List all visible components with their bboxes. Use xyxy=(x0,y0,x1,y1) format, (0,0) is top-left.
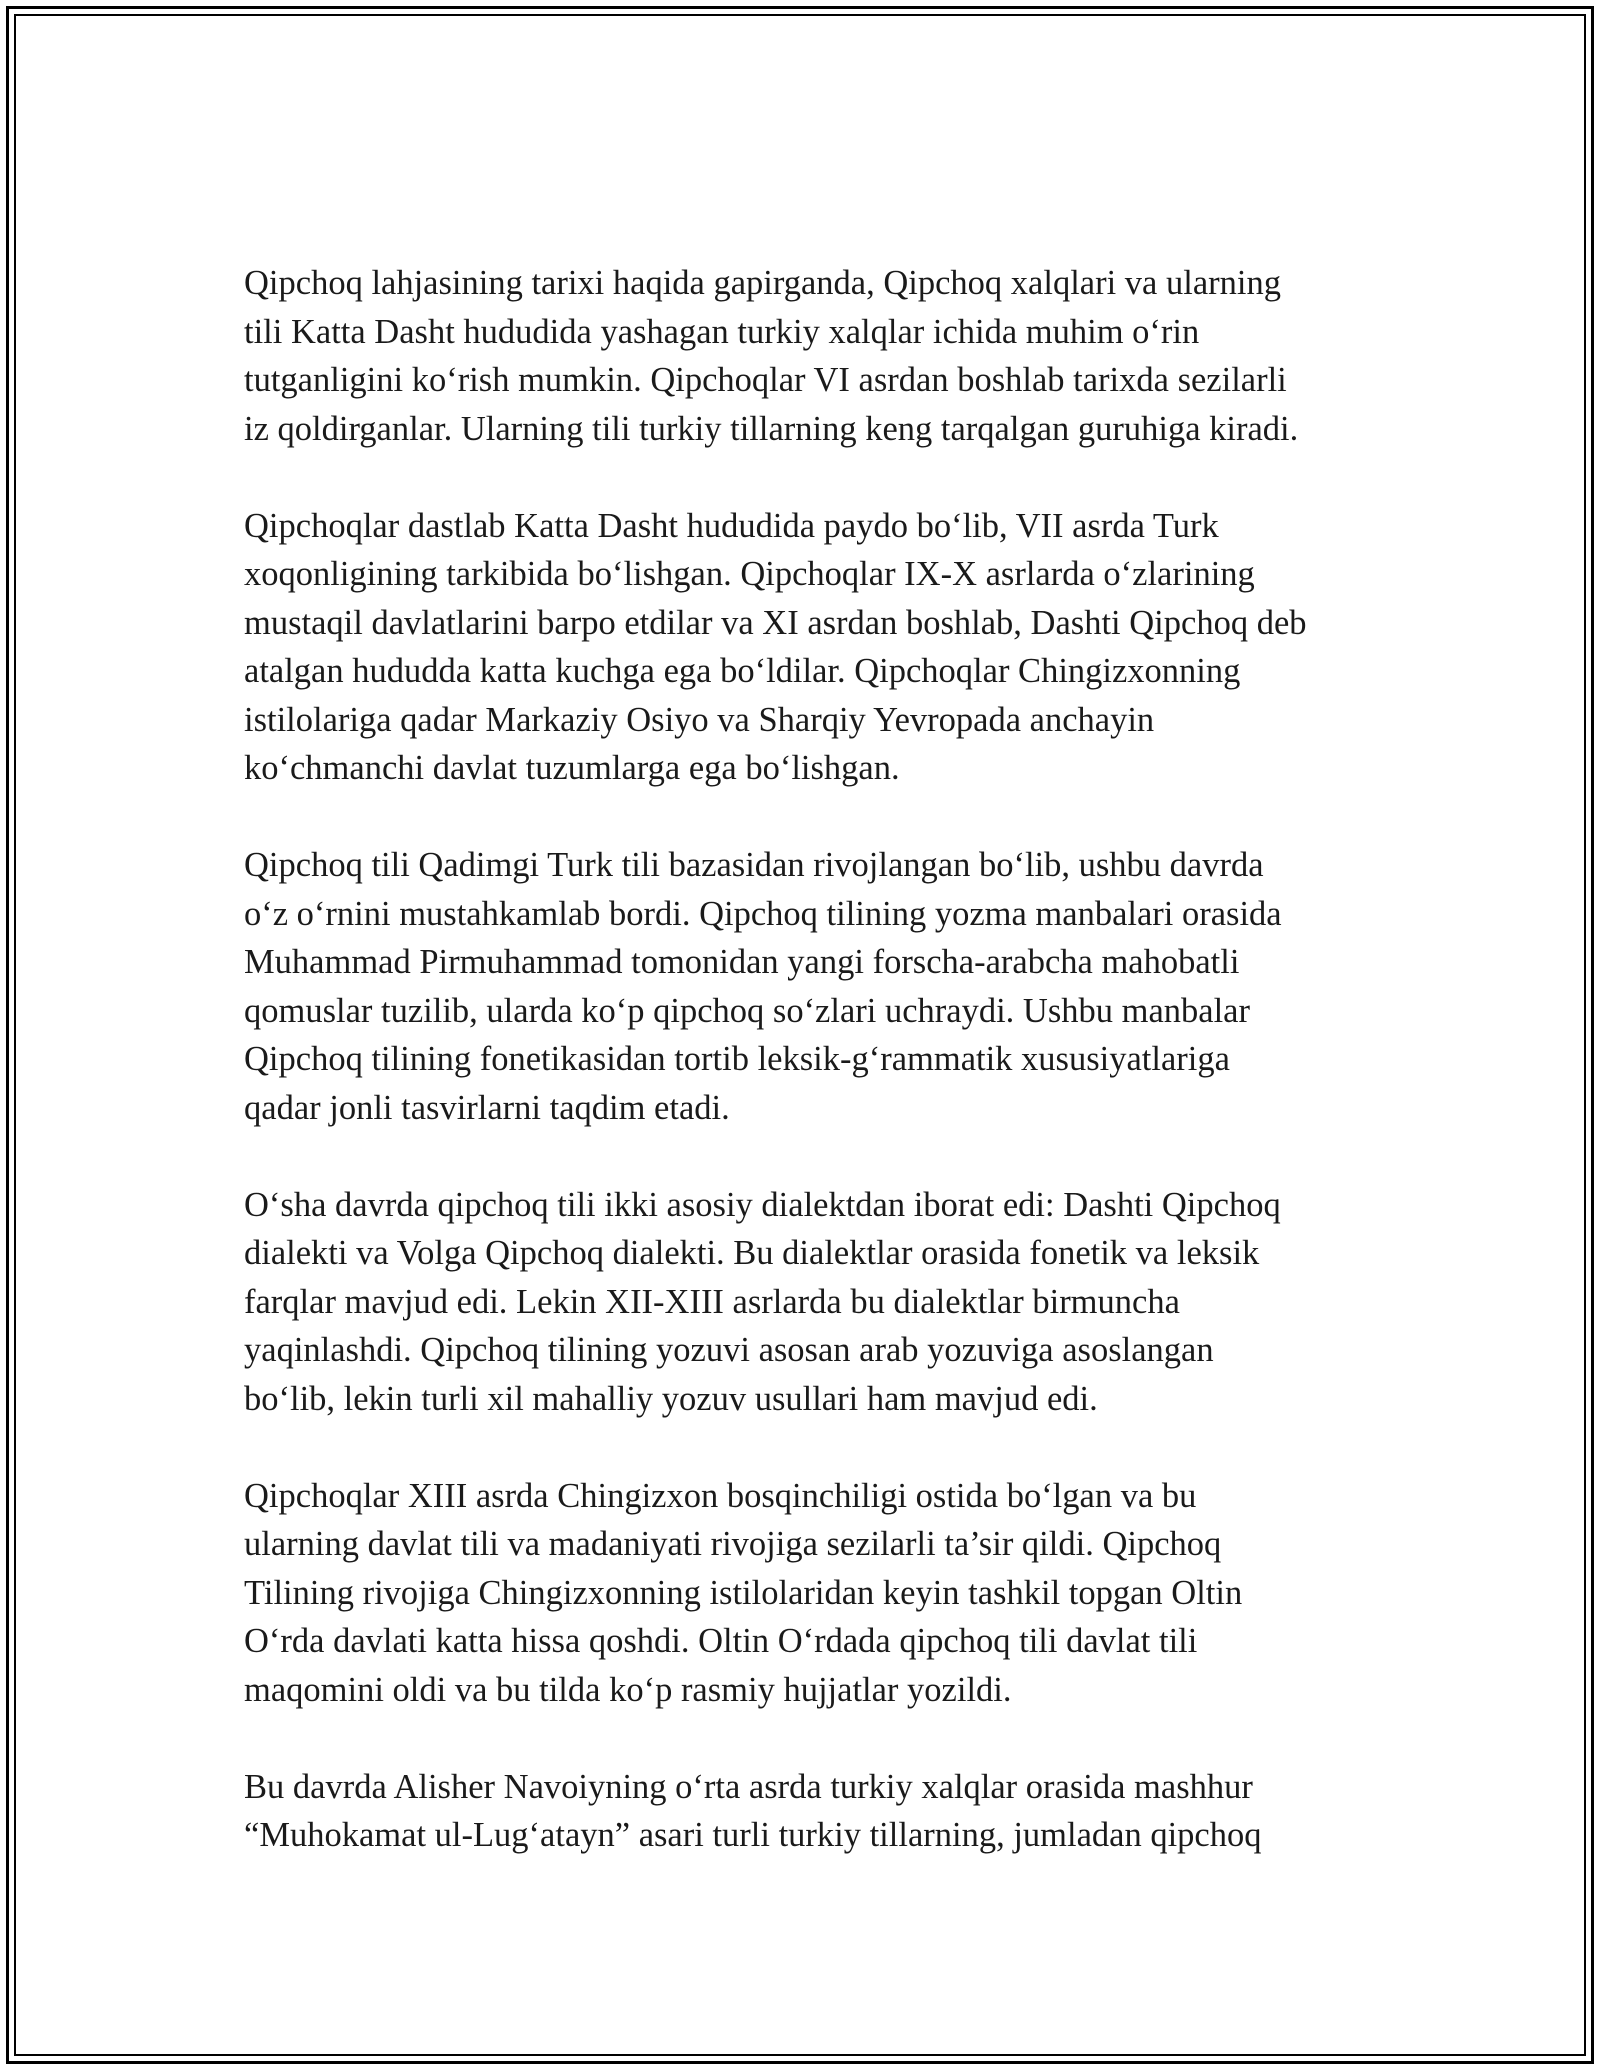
paragraph-6: Bu davrda Alisher Navoiyning o‘rta asrda turkiy xalqlar orasida mashhur “Muhokamat ul-Lug‘atayn” asari turli turkiy tillarning, jumladan qipchoq xyxy=(244,1767,1262,1854)
paragraph-5: Qipchoqlar XIII asrda Chingizxon bosqinchiligi ostida bo‘lgan va bu ularning davlat tili va madaniyati rivojiga sezilarli ta’sir qildi. Qipchoq Tilining rivojiga Chingizxonning istilolaridan keyin tashkil topgan Oltin O‘rda davlati katta hissa qoshdi. Oltin O‘rdada qipchoq tili davlat tili maqomini oldi va bu tilda ko‘p rasmiy hujjatlar yozildi. xyxy=(244,1476,1243,1709)
paragraph-2: Qipchoqlar dastlab Katta Dasht hududida paydo bo‘lib, VII asrda Turk xoqonligining tarkibida bo‘lishgan. Qipchoqlar IX-X asrlarda o‘zlarining mustaqil davlatlarini barpo etdilar va XI asrdan boshlab, Dashti Qipchoq deb atalgan hududda katta kuchga ega bo‘ldilar. Qipchoqlar Chingizxonning istilolariga qadar Markaziy Osiyo va Sharqiy Yevropada anchayin ko‘chmanchi davlat tuzumlarga ega bo‘lishgan. xyxy=(244,506,1307,787)
document-page xyxy=(6,6,1594,2064)
paragraph-1: Qipchoq lahjasining tarixi haqida gapirganda, Qipchoq xalqlari va ularning tili Katta Dasht hududida yashagan turkiy xalqlar ichida muhim o‘rin tutganligini ko‘rish mumkin. Qipchoqlar VI asrdan boshlab tarixda sezilarli iz qoldirganlar. Ularning tili turkiy tillarning keng tarqalgan guruhiga kiradi. xyxy=(244,264,1299,448)
paragraph-3: Qipchoq tili Qadimgi Turk tili bazasidan rivojlangan bo‘lib, ushbu davrda o‘z o‘rnini mustahkamlab bordi. Qipchoq tilining yozma manbalari orasida Muhammad Pirmuhammad tomonidan yangi forscha-arabcha mahobatli qomuslar tuzilib, ularda ko‘p qipchoq so‘zlari uchraydi. Ushbu manbalar Qipchoq tilining fonetikasidan tortib leksik-g‘rammatik xususiyatlariga qadar jonli tasvirlarni taqdim etadi. xyxy=(244,846,1282,1127)
paragraph-4: O‘sha davrda qipchoq tili ikki asosiy dialektdan iborat edi: Dashti Qipchoq dialekti va Volga Qipchoq dialekti. Bu dialektlar orasida fonetik va leksik farqlar mavjud edi. Lekin XII-XIII asrlarda bu dialektlar birmuncha yaqinlashdi. Qipchoq tilining yozuvi asosan arab yozuviga asoslangan bo‘lib, lekin turli xil mahalliy yozuv usullari ham mavjud edi. xyxy=(244,1185,1281,1418)
document-body xyxy=(244,259,1384,1908)
